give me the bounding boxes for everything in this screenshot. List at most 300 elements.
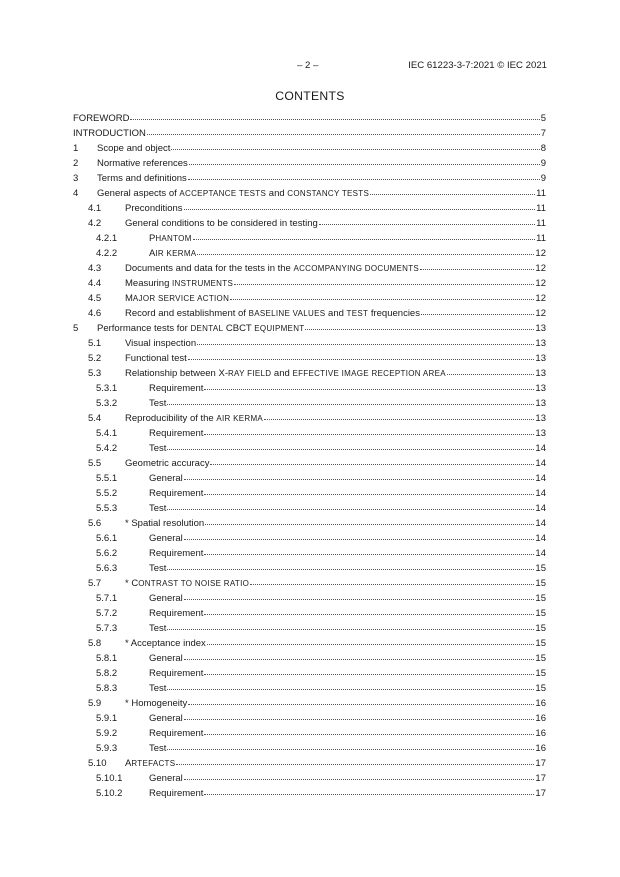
toc-entry[interactable] [73,231,546,246]
small-caps-term: CONSTANCY TESTS [287,189,370,198]
dot-leader [207,635,535,645]
toc-entry[interactable] [73,771,546,786]
toc-entry-page: 17 [535,788,546,799]
toc-entry-page: 13 [535,353,546,364]
title-text: Test [149,398,167,409]
toc-entry-page: 9 [540,173,546,184]
small-caps-term: HANTOM [155,234,192,243]
dot-leader [188,170,540,180]
dot-leader [184,710,535,720]
dot-leader [204,485,534,495]
dot-leader [184,590,535,600]
toc-entry-page: 11 [536,203,546,214]
toc-entry-page: 15 [535,638,546,649]
toc-entry[interactable] [73,171,546,186]
toc-entry-page: 14 [535,488,546,499]
toc-entry[interactable] [73,696,546,711]
toc-entry-page: 13 [535,428,546,439]
toc-entry-number: 5.7.3 [96,623,118,634]
toc-entry-number: 4 [73,188,79,199]
small-caps-term: ONTRAST TO NOISE RATIO [138,579,250,588]
toc-entry-title [149,231,192,246]
toc-entry-title [97,321,304,336]
toc-entry-number: 5.4.2 [96,443,118,454]
dot-leader [184,470,535,480]
toc-entry-page: 11 [536,218,546,229]
dot-leader [370,185,535,195]
toc-entry-number: 4.4 [88,278,102,289]
toc-entry-number: 5.5.2 [96,488,118,499]
toc-entry-page: 14 [535,473,546,484]
toc-entry-page: 14 [535,533,546,544]
toc-entry-number: 5.10.1 [96,773,123,784]
toc-entry-title [149,531,183,546]
dot-leader [171,140,539,150]
toc-entry-page: 15 [535,653,546,664]
toc-entry[interactable] [73,561,546,576]
title-text: Relationship between X- [125,368,228,379]
toc-entry-page: 14 [535,443,546,454]
toc-entry[interactable] [73,591,546,606]
toc-entry-page: 12 [535,308,546,319]
toc-entry[interactable] [73,471,546,486]
toc-entry-page: 14 [535,503,546,514]
title-text: * Acceptance index [125,638,206,649]
toc-entry-number: 5.9 [88,698,102,709]
toc-entry[interactable] [73,366,546,381]
dot-leader [184,650,535,660]
title-text: A [149,248,156,259]
title-text: Requirement [149,488,204,499]
toc-entry-title [149,621,166,636]
dot-leader [184,200,536,210]
toc-entry-title [149,771,183,786]
toc-entry[interactable] [73,531,546,546]
dot-leader [184,530,535,540]
toc-entry-page: 15 [535,623,546,634]
toc-entry-page: 12 [535,278,546,289]
title-text: and [325,308,347,319]
dot-leader [147,125,540,135]
toc-entry-title [125,411,263,426]
toc-entry[interactable] [73,576,546,591]
page-header [0,60,620,74]
toc-entry[interactable] [73,381,546,396]
toc-entry[interactable] [73,126,546,141]
toc-entry-number: 5.2 [88,353,102,364]
toc-entry[interactable] [73,336,546,351]
toc-entry-number: 1 [73,143,79,154]
toc-entry-page: 16 [535,698,546,709]
toc-entry-title [149,681,166,696]
dot-leader [167,395,534,405]
dot-leader [167,500,534,510]
toc-entry-number: 5.10.2 [96,788,123,799]
toc-entry-page: 15 [535,578,546,589]
toc-entry[interactable] [73,276,546,291]
toc-entry-page: 7 [540,128,546,139]
toc-entry[interactable] [73,411,546,426]
dot-leader [167,740,534,750]
table-of-contents [73,111,546,801]
title-text: Documents and data for the tests in the [125,263,294,274]
toc-entry-title [149,561,166,576]
small-caps-term: RTEFACTS [131,759,176,768]
title-text: frequencies [368,308,420,319]
toc-entry-page: 12 [535,293,546,304]
toc-entry-page: 12 [535,263,546,274]
toc-entry-page: 15 [535,563,546,574]
toc-entry-number: 5.10 [88,758,107,769]
toc-entry-page: 8 [540,143,546,154]
dot-leader [230,290,534,300]
dot-leader [420,260,534,270]
small-caps-term: INSTRUMENTS [172,279,234,288]
toc-entry-title [149,546,203,561]
toc-entry-number: 5 [73,323,79,334]
toc-entry[interactable] [73,741,546,756]
toc-entry[interactable] [73,786,546,801]
toc-entry-page: 14 [535,458,546,469]
title-text: Functional test [125,353,187,364]
toc-entry-title [149,501,166,516]
page-title: CONTENTS [275,89,345,103]
toc-entry-number: 4.6 [88,308,102,319]
toc-entry-title [149,606,203,621]
toc-entry-title [149,786,203,801]
toc-entry[interactable] [73,201,546,216]
toc-entry-number: 5.9.3 [96,743,118,754]
toc-entry-number: 4.2.2 [96,248,118,259]
toc-entry-number: 4.2 [88,218,102,229]
dot-leader [250,575,534,585]
toc-entry-number: 4.2.1 [96,233,118,244]
title-text: Terms and definitions [97,173,187,184]
dot-leader [167,680,534,690]
toc-entry-title [97,141,170,156]
toc-entry[interactable] [73,756,546,771]
toc-entry-number: 5.9.1 [96,713,118,724]
toc-entry-title [97,171,187,186]
toc-entry-number: 4.1 [88,203,102,214]
toc-entry[interactable] [73,441,546,456]
toc-entry-page: 13 [535,368,546,379]
toc-entry-title [149,246,196,261]
toc-entry-title [125,576,249,591]
dot-leader [167,620,534,630]
toc-entry-title [149,426,203,441]
toc-entry-number: 5.8.1 [96,653,118,664]
title-text: General [149,713,183,724]
title-text: Test [149,443,167,454]
toc-entry-number: 5.6.1 [96,533,118,544]
title-text: Normative references [97,158,188,169]
toc-entry[interactable] [73,321,546,336]
dot-leader [204,725,534,735]
title-text: Test [149,743,167,754]
dot-leader [204,665,534,675]
toc-entry[interactable] [73,306,546,321]
toc-entry[interactable] [73,711,546,726]
dot-leader [319,215,535,225]
title-text: General aspects of [97,188,180,199]
toc-entry[interactable] [73,351,546,366]
toc-entry-title [125,306,420,321]
toc-entry[interactable] [73,456,546,471]
dot-leader [130,110,539,120]
toc-entry-title [149,396,166,411]
small-caps-term: EQUIPMENT [254,324,305,333]
toc-entry[interactable] [73,666,546,681]
title-text: Preconditions [125,203,183,214]
toc-entry-title [125,336,196,351]
title-text: General [149,653,183,664]
toc-entry-page: 16 [535,728,546,739]
title-text: Requirement [149,668,204,679]
toc-entry-page: 11 [536,233,546,244]
title-text: * Homogeneity [125,698,188,709]
toc-entry-page: 16 [535,713,546,724]
toc-entry-number: 2 [73,158,79,169]
toc-entry-number: 5.9.2 [96,728,118,739]
title-text: General [149,773,183,784]
toc-entry-number: 5.5 [88,458,102,469]
title-text: Requirement [149,548,204,559]
small-caps-term: BASELINE VALUES [248,309,326,318]
toc-entry-title [149,471,183,486]
dot-leader [204,545,534,555]
toc-entry-page: 13 [535,413,546,424]
toc-entry-page: 15 [535,593,546,604]
dot-leader [193,230,535,240]
toc-entry[interactable] [73,111,546,126]
title-text: General [149,593,183,604]
toc-entry-number: 4.5 [88,293,102,304]
toc-entry-title [149,666,203,681]
title-text: Requirement [149,383,204,394]
toc-entry-number: 5.7.1 [96,593,118,604]
small-caps-term: ACCOMPANYING DOCUMENTS [293,264,420,273]
toc-entry[interactable] [73,486,546,501]
toc-entry-title [73,111,129,126]
toc-entry-number: 3 [73,173,79,184]
toc-entry-number: 5.3 [88,368,102,379]
title-text: Requirement [149,608,204,619]
toc-entry-title [149,381,203,396]
title-text: Requirement [149,428,204,439]
toc-entry-title [149,591,183,606]
toc-entry-title [125,351,187,366]
toc-entry[interactable] [73,186,546,201]
toc-entry-number: 5.3.2 [96,398,118,409]
toc-entry-number: 5.5.3 [96,503,118,514]
toc-entry-number: 5.7 [88,578,102,589]
dot-leader [189,155,540,165]
toc-entry[interactable] [73,291,546,306]
title-text: General conditions to be considered in testing [125,218,318,229]
title-text: Geometric accuracy [125,458,210,469]
toc-entry-number: 5.8.2 [96,668,118,679]
toc-entry-title [149,651,183,666]
title-text: Test [149,683,167,694]
toc-entry-title [125,756,175,771]
toc-entry-number: 5.4.1 [96,428,118,439]
dot-leader [184,770,535,780]
toc-entry-page: 15 [535,683,546,694]
toc-entry-title [125,201,183,216]
dot-leader [204,785,534,795]
toc-entry-number: 5.6.2 [96,548,118,559]
title-text: Visual inspection [125,338,197,349]
dot-leader [188,695,534,705]
dot-leader [447,365,535,375]
title-text: CBCT [223,323,255,334]
toc-entry-page: 11 [536,188,546,199]
toc-entry-title [149,711,183,726]
small-caps-term: RAY FIELD [227,369,272,378]
toc-entry[interactable] [73,156,546,171]
toc-entry-title [125,456,209,471]
title-text: A [125,758,132,769]
toc-entry-title [149,726,203,741]
small-caps-term: IR KERMA [155,249,197,258]
small-caps-term: ACCEPTANCE TESTS [179,189,267,198]
dot-leader [264,410,534,420]
toc-entry-page: 9 [540,158,546,169]
small-caps-term: AIR KERMA [216,414,264,423]
toc-entry[interactable] [73,681,546,696]
toc-entry[interactable] [73,726,546,741]
toc-entry-title [125,696,187,711]
dot-leader [167,560,534,570]
title-text: Measuring [125,278,172,289]
toc-entry-number: 5.1 [88,338,102,349]
toc-entry-page: 13 [535,383,546,394]
toc-entry-page: 12 [535,248,546,259]
toc-entry-page: 13 [535,398,546,409]
title-text: INTRODUCTION [73,128,146,139]
dot-leader [176,755,534,765]
toc-entry[interactable] [73,426,546,441]
title-text: FOREWORD [73,113,130,124]
dot-leader [204,605,534,615]
toc-entry-number: 5.6.3 [96,563,118,574]
toc-entry[interactable] [73,621,546,636]
toc-entry[interactable] [73,246,546,261]
dot-leader [234,275,534,285]
toc-entry-title [97,156,188,171]
title-text: Requirement [149,788,204,799]
dot-leader [197,335,534,345]
standard-reference: IEC 61223-3-7:2021 © IEC 2021 [408,60,547,71]
title-text: Test [149,503,167,514]
toc-entry-number: 5.8.3 [96,683,118,694]
title-text: Scope and object [97,143,171,154]
dot-leader [204,380,534,390]
dot-leader [167,440,534,450]
toc-entry[interactable] [73,546,546,561]
small-caps-term: EFFECTIVE IMAGE RECEPTION AREA [292,369,446,378]
page-number: – 2 – [297,60,319,71]
toc-entry-page: 13 [535,338,546,349]
toc-entry-title [149,441,166,456]
toc-entry-number: 5.8 [88,638,102,649]
title-text: Performance tests for [97,323,191,334]
toc-entry[interactable] [73,606,546,621]
toc-entry-number: 4.3 [88,263,102,274]
toc-entry[interactable] [73,516,546,531]
title-text: Test [149,623,167,634]
toc-entry-title [125,291,229,306]
toc-entry-title [125,276,233,291]
title-text: and [266,188,288,199]
toc-entry-title [125,366,446,381]
title-text: Reproducibility of the [125,413,217,424]
toc-entry-title [125,636,206,651]
title-text: General [149,473,183,484]
toc-entry[interactable] [73,141,546,156]
dot-leader [210,455,534,465]
title-text: General [149,533,183,544]
toc-entry-title [125,516,204,531]
toc-entry-page: 15 [535,608,546,619]
toc-entry-number: 5.7.2 [96,608,118,619]
toc-entry[interactable] [73,501,546,516]
title-text: Test [149,563,167,574]
title-text: * C [125,578,139,589]
title-text: Requirement [149,728,204,739]
toc-entry-page: 17 [535,773,546,784]
toc-entry-title [149,486,203,501]
small-caps-term: AJOR SERVICE ACTION [132,294,230,303]
title-text: M [125,293,133,304]
dot-leader [188,350,535,360]
toc-entry-page: 15 [535,668,546,679]
title-text: * Spatial resolution [125,518,205,529]
toc-entry-title [149,741,166,756]
toc-entry-title [97,186,369,201]
small-caps-term: DENTAL [190,324,224,333]
toc-entry[interactable] [73,636,546,651]
toc-entry[interactable] [73,261,546,276]
dot-leader [305,320,534,330]
toc-entry-number: 5.6 [88,518,102,529]
toc-entry-page: 17 [535,758,546,769]
toc-entry-number: 5.3.1 [96,383,118,394]
toc-entry-title [125,261,419,276]
toc-entry-page: 13 [535,323,546,334]
title-text: Record and establishment of [125,308,249,319]
toc-entry[interactable] [73,216,546,231]
dot-leader [421,305,534,315]
toc-entry[interactable] [73,396,546,411]
small-caps-term: TEST [346,309,369,318]
title-text: and [271,368,293,379]
title-text: P [149,233,156,244]
toc-entry-page: 5 [540,113,546,124]
toc-entry-title [125,216,318,231]
toc-entry-page: 14 [535,518,546,529]
toc-entry-title [73,126,146,141]
dot-leader [197,245,534,255]
dot-leader [205,515,534,525]
toc-entry-number: 5.4 [88,413,102,424]
toc-entry-number: 5.5.1 [96,473,118,484]
toc-entry[interactable] [73,651,546,666]
toc-entry-page: 16 [535,743,546,754]
toc-entry-page: 14 [535,548,546,559]
dot-leader [204,425,534,435]
